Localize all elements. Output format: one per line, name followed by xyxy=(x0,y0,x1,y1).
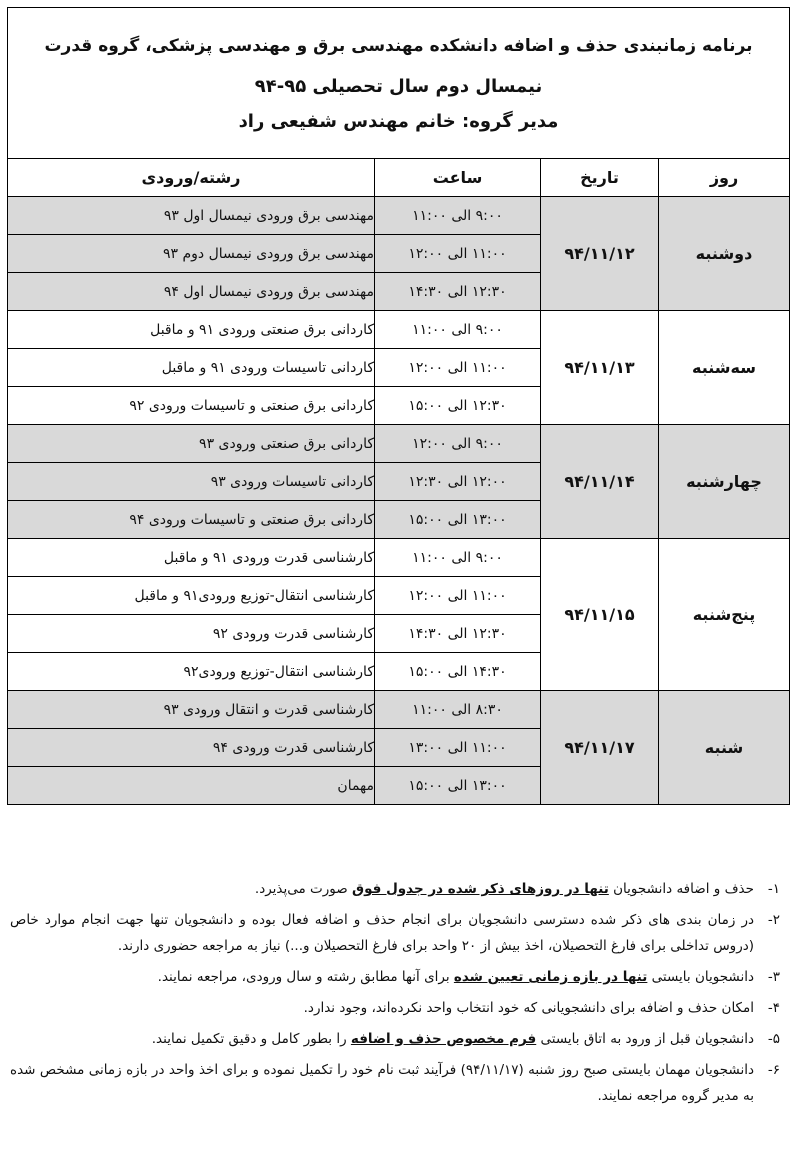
schedule-table xyxy=(7,7,790,805)
notes-list xyxy=(10,876,780,1114)
major-cell: مهندسی برق ورودی نیمسال اول ۹۴ xyxy=(8,273,375,311)
note-item xyxy=(10,964,780,990)
note-emphasis: تنها در روزهای ذکر شده در جدول فوق xyxy=(352,881,609,897)
time-cell: ۱۱:۰۰ الی ۱۳:۰۰ xyxy=(375,729,541,767)
major-cell: مهندسی برق ورودی نیمسال اول ۹۳ xyxy=(8,197,375,235)
note-text-part: برای آنها مطابق رشته و سال ورودی، مراجعه نمایند. xyxy=(157,969,454,985)
time-cell: ۱۳:۰۰ الی ۱۵:۰۰ xyxy=(375,501,541,539)
table-row xyxy=(8,539,790,577)
time-cell: ۸:۳۰ الی ۱۱:۰۰ xyxy=(375,691,541,729)
note-text xyxy=(10,995,754,1021)
time-cell: ۱۲:۳۰ الی ۱۴:۳۰ xyxy=(375,615,541,653)
note-number: ۵- xyxy=(767,1031,780,1047)
note-text xyxy=(10,1057,754,1109)
note-text-part: صورت می‌پذیرد. xyxy=(254,881,352,897)
table-row xyxy=(8,425,790,463)
day-cell: دوشنبه xyxy=(659,197,790,311)
major-cell: کاردانی تاسیسات ورودی ۹۱ و ماقبل xyxy=(8,349,375,387)
note-text xyxy=(10,964,754,990)
time-cell: ۱۱:۰۰ الی ۱۲:۰۰ xyxy=(375,235,541,273)
note-number: ۳- xyxy=(767,969,780,985)
time-cell: ۱۲:۳۰ الی ۱۵:۰۰ xyxy=(375,387,541,425)
note-number: ۶- xyxy=(767,1062,780,1078)
note-emphasis: فرم مخصوص حذف و اضافه xyxy=(350,1031,537,1047)
column-header-time: ساعت xyxy=(375,159,541,197)
note-text-part: را بطور کامل و دقیق تکمیل نمایند. xyxy=(151,1031,351,1047)
major-cell: کاردانی برق صنعتی و تاسیسات ورودی ۹۲ xyxy=(8,387,375,425)
table-row xyxy=(8,311,790,349)
table-row xyxy=(8,691,790,729)
note-text-part: دانشجویان بایستی xyxy=(647,969,754,985)
date-cell: ۹۴/۱۱/۱۳ xyxy=(541,311,659,425)
note-number: ۲- xyxy=(767,912,780,928)
day-cell: سه‌شنبه xyxy=(659,311,790,425)
note-emphasis: تنها در بازه زمانی تعیین شده xyxy=(453,969,648,985)
note-number: ۴- xyxy=(767,1000,780,1016)
header-semester: نیمسال دوم سال تحصیلی ۹۵-۹۴ xyxy=(254,76,543,97)
header-title: برنامه زمانبندی حذف و اضافه دانشکده مهندسی برق و مهندسی پزشکی، گروه قدرت xyxy=(44,36,753,56)
date-cell: ۹۴/۱۱/۱۲ xyxy=(541,197,659,311)
major-cell: کاردانی تاسیسات ورودی ۹۳ xyxy=(8,463,375,501)
major-cell: کارشناسی قدرت ورودی ۹۱ و ماقبل xyxy=(8,539,375,577)
time-cell: ۹:۰۰ الی ۱۱:۰۰ xyxy=(375,197,541,235)
major-cell: کارشناسی قدرت ورودی ۹۲ xyxy=(8,615,375,653)
major-cell: کاردانی برق صنعتی ورودی ۹۱ و ماقبل xyxy=(8,311,375,349)
time-cell: ۹:۰۰ الی ۱۲:۰۰ xyxy=(375,425,541,463)
note-item xyxy=(10,1026,780,1052)
note-number: ۱- xyxy=(767,881,780,897)
note-text xyxy=(10,907,754,959)
column-header-major: رشته/ورودی xyxy=(8,159,375,197)
note-text xyxy=(10,1026,754,1052)
time-cell: ۱۱:۰۰ الی ۱۲:۰۰ xyxy=(375,349,541,387)
time-cell: ۱۱:۰۰ الی ۱۲:۰۰ xyxy=(375,577,541,615)
day-cell: پنج‌شنبه xyxy=(659,539,790,691)
note-text-part: دانشجویان مهمان بایستی صبح روز شنبه (۹۴/۱۱/۱۷) فرآیند ثبت نام خود را تکمیل نموده و برای اخذ واحد در بازه زمانی مشخص شده به مدیر گروه مراجعه نمایند. xyxy=(10,1062,754,1104)
major-cell: مهمان xyxy=(8,767,375,805)
table-header-row xyxy=(8,159,790,197)
note-item xyxy=(10,995,780,1021)
time-cell: ۱۲:۳۰ الی ۱۴:۳۰ xyxy=(375,273,541,311)
major-cell: کارشناسی قدرت ورودی ۹۴ xyxy=(8,729,375,767)
header-manager: مدیر گروه: خانم مهندس شفیعی راد xyxy=(238,111,559,132)
time-cell: ۱۳:۰۰ الی ۱۵:۰۰ xyxy=(375,767,541,805)
note-text-part: امکان حذف و اضافه برای دانشجویانی که خود انتخاب واحد نکرده‌اند، وجود ندارد. xyxy=(303,1000,754,1016)
note-text-part: در زمان بندی های ذکر شده دسترسی دانشجویان برای انجام حذف و اضافه فعال بوده و دانشجویان تنها جهت انجام موارد خاص (دروس تداخلی برای فارغ التحصیلان، اخذ بیش از ۲۰ واحد برای فارغ التحصیلان و...) نیاز به مراجعه حضوری دارند. xyxy=(10,912,754,954)
major-cell: مهندسی برق ورودی نیمسال دوم ۹۳ xyxy=(8,235,375,273)
major-cell: کارشناسی قدرت و انتقال ورودی ۹۳ xyxy=(8,691,375,729)
date-cell: ۹۴/۱۱/۱۵ xyxy=(541,539,659,691)
note-text xyxy=(10,876,754,902)
major-cell: کاردانی برق صنعتی و تاسیسات ورودی ۹۴ xyxy=(8,501,375,539)
time-cell: ۱۲:۰۰ الی ۱۲:۳۰ xyxy=(375,463,541,501)
major-cell: کارشناسی انتقال-توزیع ورودی۹۲ xyxy=(8,653,375,691)
document-header xyxy=(8,8,790,159)
day-cell: شنبه xyxy=(659,691,790,805)
time-cell: ۹:۰۰ الی ۱۱:۰۰ xyxy=(375,311,541,349)
major-cell: کاردانی برق صنعتی ورودی ۹۳ xyxy=(8,425,375,463)
time-cell: ۱۴:۳۰ الی ۱۵:۰۰ xyxy=(375,653,541,691)
note-item xyxy=(10,907,780,959)
major-cell: کارشناسی انتقال-توزیع ورودی۹۱ و ماقبل xyxy=(8,577,375,615)
column-header-day: روز xyxy=(659,159,790,197)
note-text-part: دانشجویان قبل از ورود به اتاق بایستی xyxy=(536,1031,754,1047)
date-cell: ۹۴/۱۱/۱۴ xyxy=(541,425,659,539)
time-cell: ۹:۰۰ الی ۱۱:۰۰ xyxy=(375,539,541,577)
note-item xyxy=(10,1057,780,1109)
column-header-date: تاریخ xyxy=(541,159,659,197)
note-item xyxy=(10,876,780,902)
date-cell: ۹۴/۱۱/۱۷ xyxy=(541,691,659,805)
note-text-part: حذف و اضافه دانشجویان xyxy=(608,881,754,897)
table-row xyxy=(8,197,790,235)
day-cell: چهارشنبه xyxy=(659,425,790,539)
